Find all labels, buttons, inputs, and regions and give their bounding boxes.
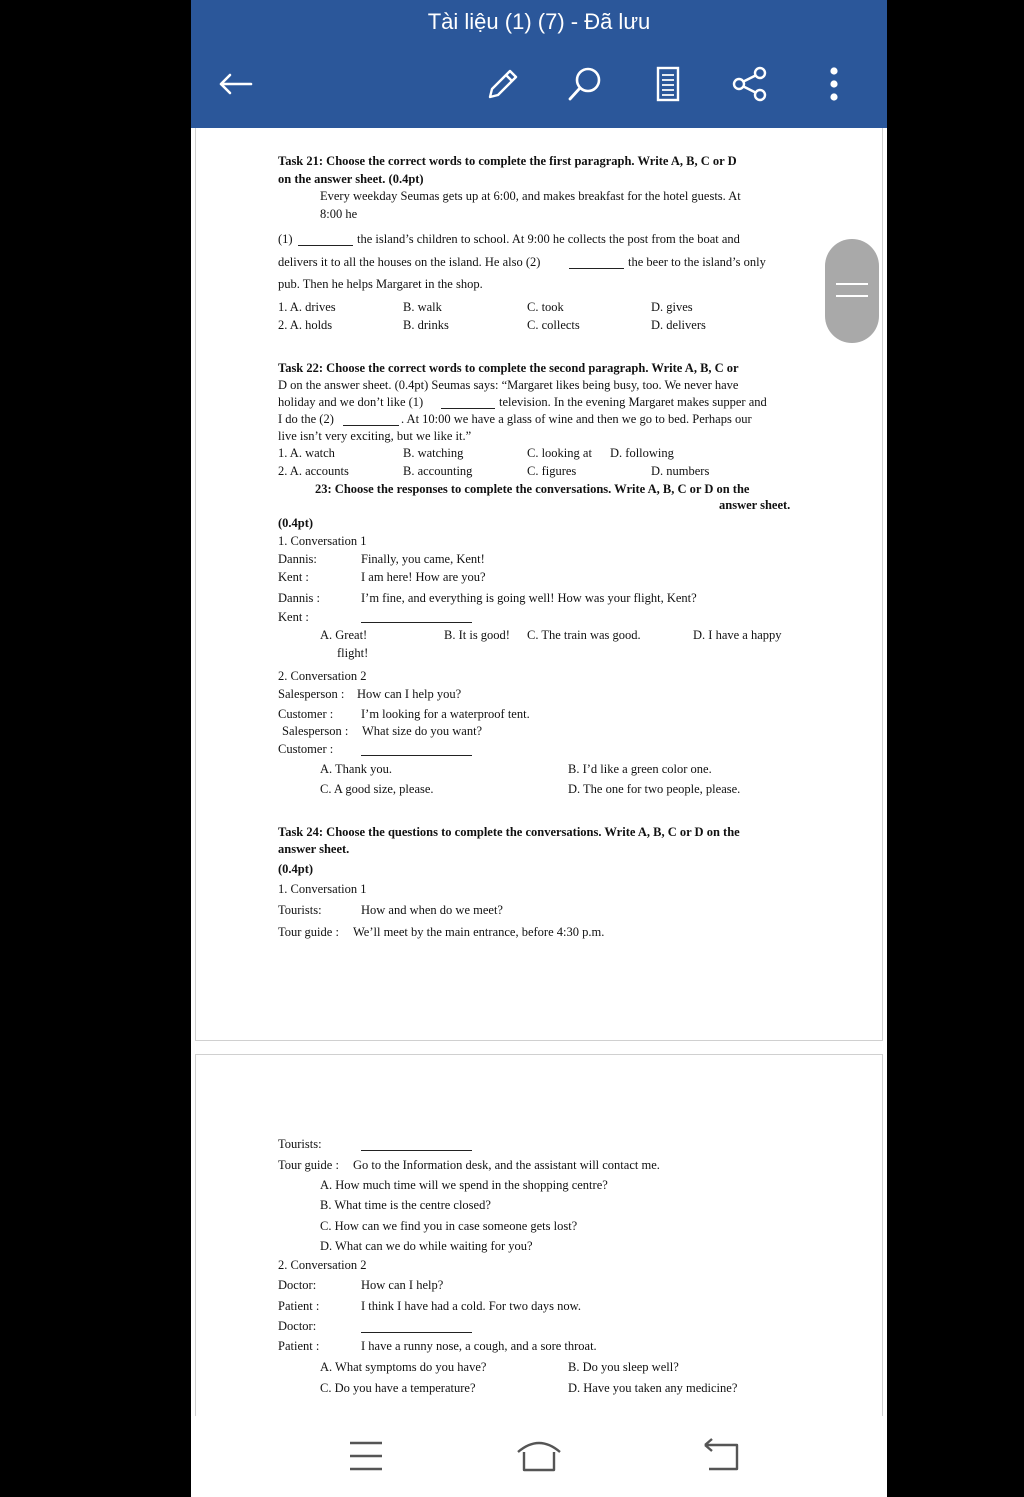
option: C. took [527,300,564,314]
scroll-handle[interactable] [825,239,879,343]
pen-icon[interactable] [480,62,524,106]
speaker-label: Tour guide : [278,925,339,939]
task22-para-line4-end: . At 10:00 we have a glass of wine and then we go to bed. Perhaps our [401,412,752,426]
speaker-label: Patient : [278,1299,320,1313]
task22-para-line2: D on the answer sheet. (0.4pt) Seumas says: “Margaret likes being busy, too. We never have [278,378,739,392]
answer-blank [361,622,472,623]
option: D. What can we do while waiting for you? [320,1239,533,1253]
share-icon[interactable] [728,62,772,106]
dialogue-line: What size do you want? [362,724,483,738]
task21-heading: Task 21: Choose the correct words to complete the first paragraph. Write A, B, C or D [278,154,737,168]
app-bar [191,0,887,128]
option: D. gives [651,300,693,314]
option: 1. A. drives [278,300,336,314]
speaker-label: Patient : [278,1339,320,1353]
dialogue-line: I am here! How are you? [361,570,486,584]
speaker-label: Dannis: [278,552,317,566]
speaker-label: Tourists: [278,903,322,917]
option: B. Do you sleep well? [568,1360,679,1374]
back-icon[interactable] [695,1436,745,1476]
dialogue-line: I think I have had a cold. For two days now. [361,1299,581,1313]
option: C. A good size, please. [320,782,434,796]
answer-blank [441,408,495,409]
option: A. Thank you. [320,762,392,776]
speaker-label: Kent : [278,610,309,624]
answer-blank [569,268,624,269]
option-wrap: flight! [337,646,369,660]
dialogue-line: We’ll meet by the main entrance, before 4:30 p.m. [353,925,605,939]
option: B. I’d like a green color one. [568,762,712,776]
document-title: Tài liệu (1) (7) - Đã lưu [427,9,651,34]
dialogue-line: Finally, you came, Kent! [361,552,485,566]
task21-para-line1: Every weekday Seumas gets up at 6:00, and makes breakfast for the hotel guests. At [320,189,741,203]
option: B. accounting [403,464,473,478]
dialogue-line: How can I help you? [357,687,462,701]
task22-para-line5: live isn’t very exciting, but we like it.” [278,429,472,443]
reading-view-icon[interactable] [646,62,690,106]
document-page-2 [195,1054,883,1417]
dialogue-line: How and when do we meet? [361,903,503,917]
dialogue-line: I’m looking for a waterproof tent. [361,707,530,721]
speaker-label: Doctor: [278,1319,317,1333]
option: D. numbers [651,464,710,478]
home-icon[interactable] [514,1436,564,1476]
speaker-label: Tour guide : [278,1158,339,1172]
option: C. The train was good. [527,628,641,642]
task22-para-line3-end: television. In the evening Margaret makes supper and [499,395,767,409]
task21-para-line4-end: the beer to the island’s only [628,255,766,269]
option: 1. A. watch [278,446,335,460]
phone-screen [191,0,887,1497]
task21-para-line5: pub. Then he helps Margaret in the shop. [278,277,483,291]
task22-para-line4-start: I do the (2) [278,412,334,426]
dialogue-line: I have a runny nose, a cough, and a sore throat. [361,1339,597,1353]
option: C. figures [527,464,577,478]
option: A. Great! [320,628,368,642]
option: D. Have you taken any medicine? [568,1381,738,1395]
menu-icon[interactable] [341,1436,391,1476]
option: 2. A. holds [278,318,333,332]
speaker-label: Salesperson : [282,724,349,738]
answer-blank [298,245,353,246]
option: 2. A. accounts [278,464,349,478]
option: B. What time is the centre closed? [320,1198,491,1212]
conversation-title: 2. Conversation 2 [278,1258,367,1272]
task22-para-line3-start: holiday and we don’t like (1) [278,395,424,409]
option: B. drinks [403,318,449,332]
dialogue-line: I’m fine, and everything is going well! How was your flight, Kent? [361,591,697,605]
task23-heading-cont: answer sheet. [719,498,791,512]
task21-heading-cont: on the answer sheet. (0.4pt) [278,172,424,186]
option: D. The one for two people, please. [568,782,741,796]
option: B. It is good! [444,628,510,642]
conversation-title: 1. Conversation 1 [278,882,367,896]
dialogue-line: How can I help? [361,1278,444,1292]
option: D. delivers [651,318,706,332]
speaker-label: Doctor: [278,1278,317,1292]
search-icon[interactable] [563,62,607,106]
option: C. collects [527,318,580,332]
speaker-label: Tourists: [278,1137,322,1151]
task24-points: (0.4pt) [278,862,314,876]
answer-blank [361,755,472,756]
task21-para-line3-start: (1) [278,232,293,246]
task21-para-line3-end: the island’s children to school. At 9:00 he collects the post from the boat and [357,232,740,246]
option: A. What symptoms do you have? [320,1360,487,1374]
option: C. looking at [527,446,592,460]
conversation-title: 2. Conversation 2 [278,669,367,683]
system-nav-bar [191,1416,887,1497]
speaker-label: Customer : [278,742,334,756]
speaker-label: Salesperson : [278,687,345,701]
option: D. following [610,446,674,460]
speaker-label: Dannis : [278,591,321,605]
task23-points: (0.4pt) [278,516,314,530]
task21-para-line4-start: delivers it to all the houses on the island. He also (2) [278,255,541,269]
task22-heading: Task 22: Choose the correct words to complete the second paragraph. Write A, B, C or [278,361,739,375]
option: D. I have a happy [693,628,782,642]
task24-heading: Task 24: Choose the questions to complete the conversations. Write A, B, C or D on the [278,825,740,839]
speaker-label: Customer : [278,707,334,721]
speaker-label: Kent : [278,570,309,584]
more-vertical-icon[interactable] [812,62,856,106]
option: B. watching [403,446,464,460]
option: C. How can we find you in case someone gets lost? [320,1219,578,1233]
option: C. Do you have a temperature? [320,1381,476,1395]
dialogue-line: Go to the Information desk, and the assistant will contact me. [353,1158,660,1172]
answer-blank [361,1332,472,1333]
task21-para-line2: 8:00 he [320,207,358,221]
task23-heading: 23: Choose the responses to complete the conversations. Write A, B, C or D on the [315,482,750,496]
conversation-title: 1. Conversation 1 [278,534,367,548]
option: A. How much time will we spend in the shopping centre? [320,1178,608,1192]
answer-blank [361,1150,472,1151]
option: B. walk [403,300,442,314]
task24-heading-cont: answer sheet. [278,842,350,856]
back-arrow-icon[interactable] [213,62,257,106]
answer-blank [343,425,399,426]
